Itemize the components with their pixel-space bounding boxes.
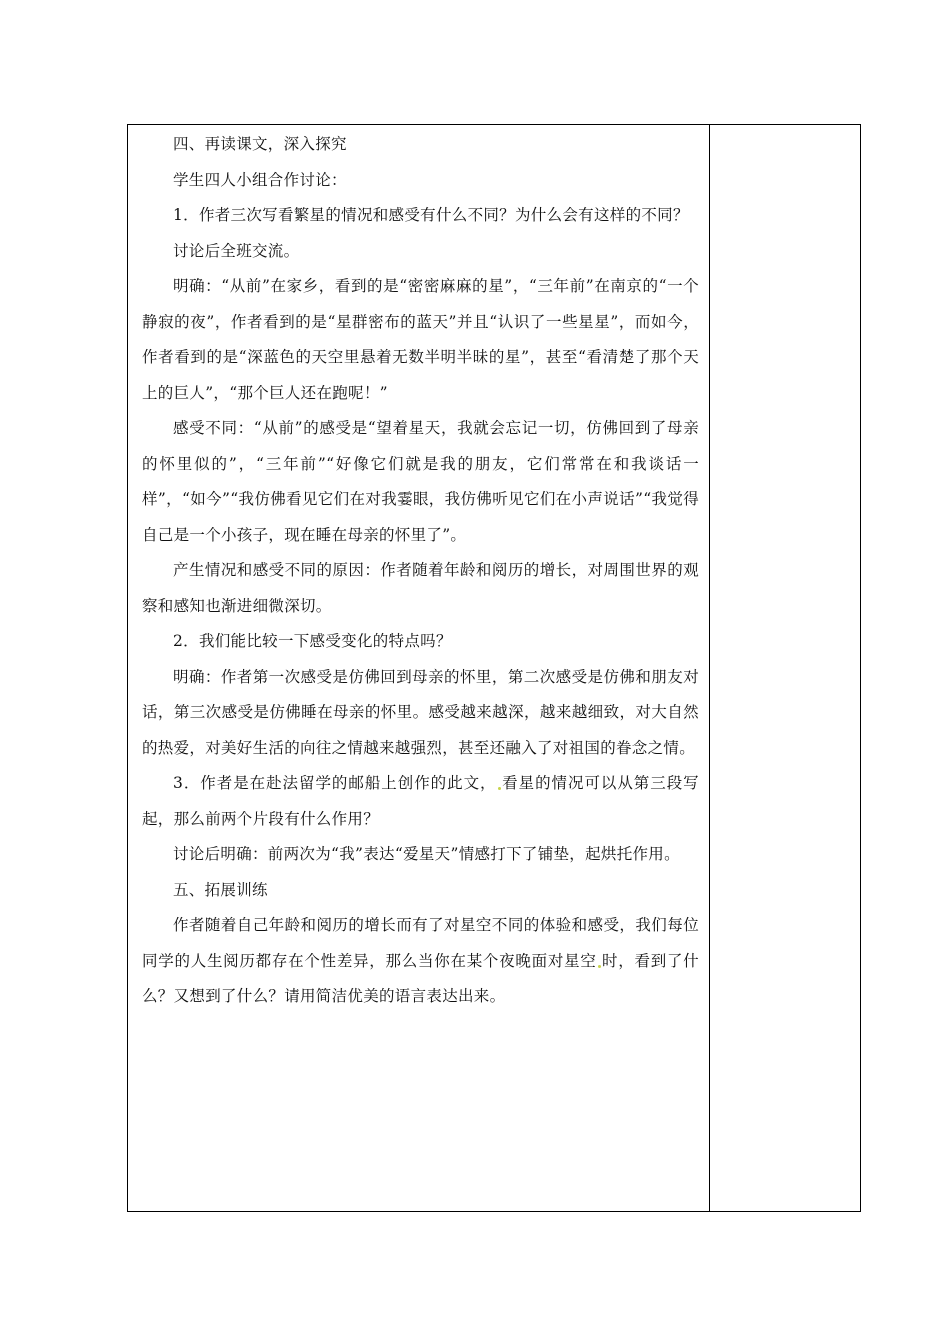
class-exchange-note: 讨论后全班交流。 [173,241,300,260]
section-heading-four: 四、再读课文，深入探究 [173,135,347,153]
answer-one-reason: 产生情况和感受不同的原因：作者随着年龄和阅历的增长，对周围世界的观察和感知也渐进细微深切。 [142,561,699,615]
question-two: 2．我们能比较一下感受变化的特点吗？ [173,632,452,650]
lesson-table [127,124,861,1212]
question-three-part-a: 3．作者是在赴法留学的邮船上创作的此文， [173,774,497,792]
answer-three: 讨论后明确：前两次为“我”表达“爱星天”情感打下了铺垫，起烘托作用。 [173,845,680,863]
question-three-part-b: 看星的情况可以从第三段写起，那么前两个片段有什么作用？ [142,774,699,828]
mark-dot [598,965,601,968]
extension-task-part-b: 时，看到了什么？又想到了什么？请用简洁优美的语言表达出来。 [142,951,699,1005]
extension-task-part-a: 作者随着自己年龄和阅历的增长而有了对星空不同的体验和感受，我们每位同学的人生阅历都存在个性差异，那么当你在某个夜晚面对星空 [142,916,699,970]
section-heading-five: 五、拓展训练 [173,880,268,899]
notes-cell [710,125,860,1211]
answer-two: 明确：作者第一次感受是仿佛回到母亲的怀里，第二次感受是仿佛和朋友对话，第三次感受是仿佛睡在母亲的怀里。感受越来越深，越来越细致，对大自然的热爱，对美好生活的向往之情越来越强烈，甚至还融入了对祖国的眷念之情。 [142,667,699,757]
extension-task [142,908,699,1015]
mark-dot [498,787,501,790]
group-discussion-intro: 学生四人小组合作讨论： [173,170,347,189]
answer-one-feelings: 感受不同：“从前”的感受是“望着星天，我就会忘记一切，仿佛回到了母亲的怀里似的”，“三年前”“好像它们就是我的朋友，它们常常在和我谈话一样”，“如今”“我仿佛看见它们在对我霎眼，我仿佛听见它们在小声说话”“我觉得自己是一个小孩子，现在睡在母亲的怀里了”。 [142,419,699,544]
lesson-content-cell [128,125,710,1211]
question-one: 1．作者三次写看繁星的情况和感受有什么不同？为什么会有这样的不同？ [173,206,689,224]
answer-one-situation: 明确：“从前”在家乡，看到的是“密密麻麻的星”，“三年前”在南京的“一个静寂的夜”，作者看到的是“星群密布的蓝天”并且“认识了一些星星”，而如今，作者看到的是“深蓝色的天空里悬着无数半明半昧的星”，甚至“看清楚了那个天上的巨人”，“那个巨人还在跑呢！” [142,277,699,402]
question-three [142,766,699,837]
